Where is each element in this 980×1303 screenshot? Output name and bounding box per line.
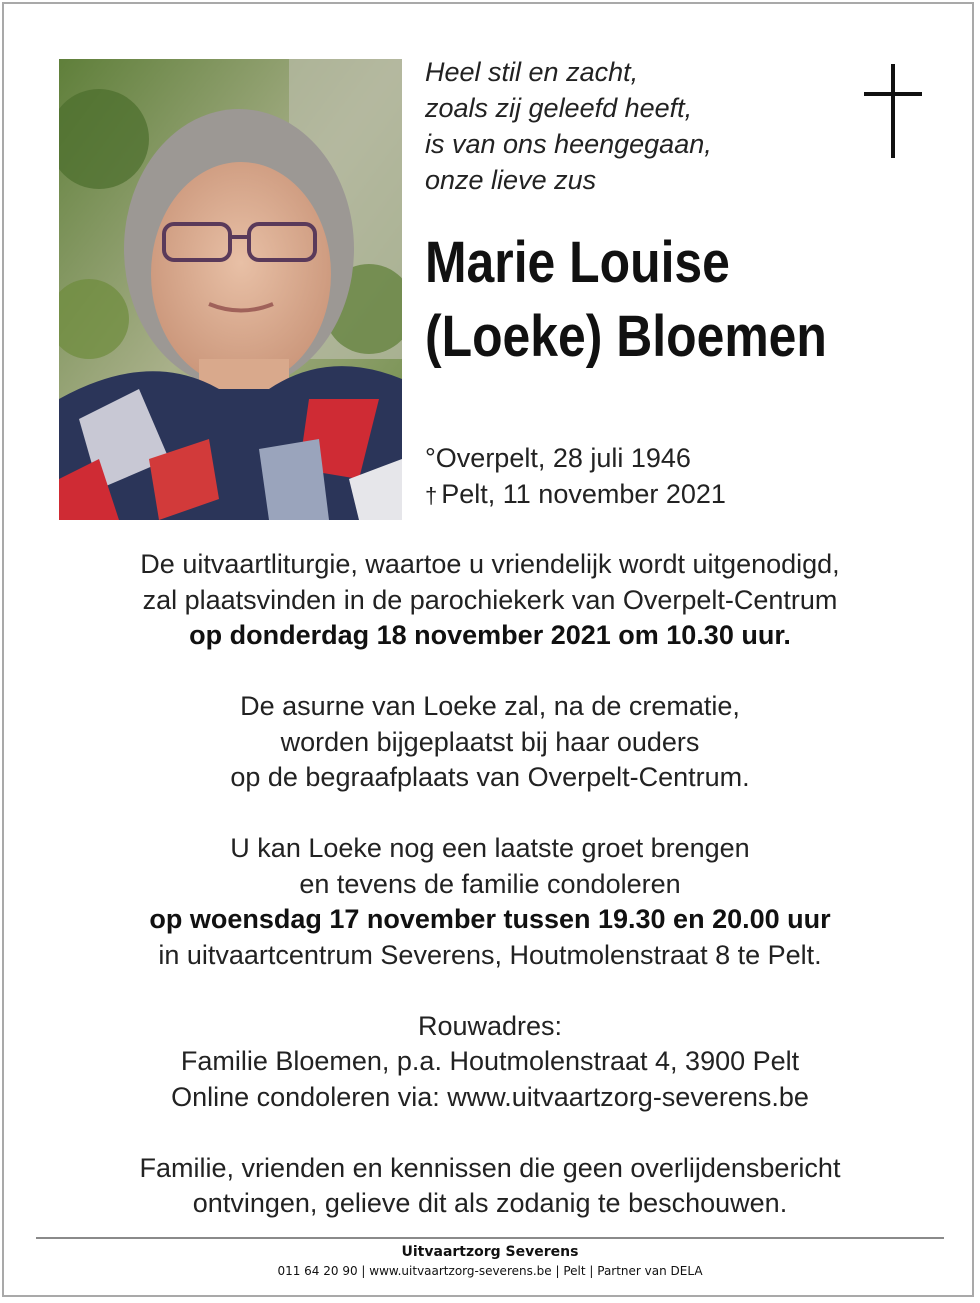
address-label: Rouwadres: [417,1010,563,1041]
memorial-verse [425,54,845,198]
urn-line: worden bijgeplaatst bij haar ouders [280,726,700,757]
verse-line: onze lieve zus [425,165,597,195]
liturgy-line: De uitvaartliturgie, waartoe u vriendelijk wordt uitgenodigd, [140,549,840,579]
closing-line: ontvingen, gelieve dit als zodanig te beschouwen. [192,1188,788,1218]
closing-line: Familie, vrienden en kennissen die geen overlijdensbericht [139,1152,841,1183]
visit-line: en tevens de familie condoleren [299,868,681,899]
visit-line: U kan Loeke nog een laatste groet brengen [230,833,750,863]
deceased-name [425,226,872,374]
urn-line: De asurne van Loeke zal, na de crematie, [240,691,740,721]
verse-line: zoals zij geleefd heeft, [425,93,693,123]
footer-divider [36,1237,944,1239]
announcement-body [0,547,980,1222]
birth-date: °Overpelt, 28 juli 1946 [425,443,691,473]
company-name: Uitvaartzorg Severens [401,1244,579,1260]
liturgy-line: zal plaatsvinden in de parochiekerk van Overpelt-Centrum [142,584,838,615]
online-condolence: Online condoleren via: www.uitvaartzorg-severens.be [171,1081,809,1112]
small-cross-icon: † [425,483,438,508]
liturgy-date: op donderdag 18 november 2021 om 10.30 uur. [189,620,791,650]
name-line-2: (Loeke) Bloemen [425,304,827,369]
portrait-photo [59,59,402,520]
urn-line: op de begraafplaats van Overpelt-Centrum. [230,762,750,792]
verse-line: Heel stil en zacht, [425,57,639,87]
life-dates [425,440,925,514]
verse-line: is van ons heengegaan, [425,129,712,159]
address: Familie Bloemen, p.a. Houtmolenstraat 4, 3900 Pelt [180,1046,800,1076]
footer [0,1242,980,1280]
visit-place: in uitvaartcentrum Severens, Houtmolenstraat 8 te Pelt. [158,939,822,970]
visit-date: op woensdag 17 november tussen 19.30 en 20.00 uur [149,904,831,934]
death-date: Pelt, 11 november 2021 [441,479,726,509]
company-contact: 011 64 20 90 | www.uitvaartzorg-severens.be | Pelt | Partner van DELA [277,1264,703,1278]
cross-icon [864,64,922,158]
name-line-1: Marie Louise [425,230,730,295]
death-date-line [425,476,925,514]
